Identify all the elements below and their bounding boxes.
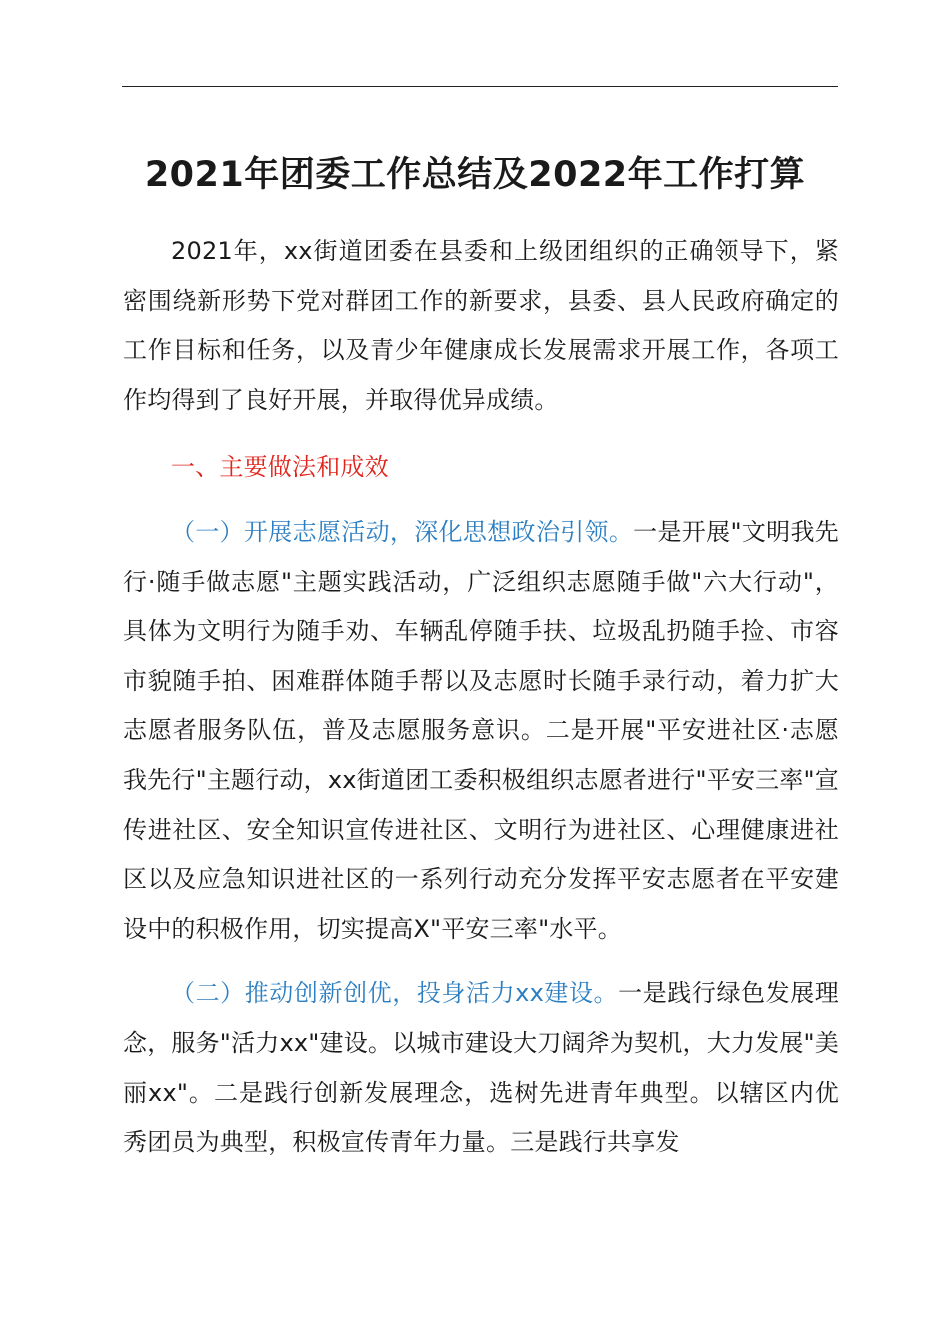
document-title: 2021年团委工作总结及2022年工作打算 xyxy=(144,155,806,195)
subsection-heading-1: （一）开展志愿活动，深化思想政治引领。 xyxy=(171,517,634,546)
subsection-body-1: 一是开展"文明我先行·随手做志愿"主题实践活动，广泛组织志愿随手做"六大行动"，具体为文明行为随手劝、车辆乱停随手扶、垃圾乱扔随手捡、市容市貌随手拍、困难群体随手帮以及志愿时长随手录行动，着力扩大志愿者服务队伍，普及志愿服务意识。二是开展"平安进社区·志愿我先行"主题行动，xx街道团工委积极组织志愿者进行"平安三率"宣传进社区、安全知识宣传进社区、文明行为进社区、心理健康进社区以及应急知识进社区的一系列行动充分发挥平安志愿者在平安建设中的积极作用，切实提高X"平安三率"水平。 xyxy=(123,517,839,943)
intro-paragraph: 2021年，xx街道团委在县委和上级团组织的正确领导下，紧密围绕新形势下党对群团工作的新要求，县委、县人民政府确定的工作目标和任务，以及青少年健康成长发展需求开展工作，各项工作均得到了良好开展，并取得优异成绩。 xyxy=(123,237,839,414)
subsection-paragraph-1 xyxy=(123,508,839,954)
header-rule xyxy=(122,86,838,87)
subsection-paragraph-2 xyxy=(123,969,839,1167)
subsection-heading-2: （二）推动创新创优，投身活力xx建设。 xyxy=(171,979,619,1008)
subsection-body-2: 一是践行绿色发展理念，服务"活力xx"建设。以城市建设大刀阔斧为契机，大力发展"美丽xx"。二是践行创新发展理念，选树先进青年典型。以辖区内优秀团员为典型，积极宣传青年力量。三是践行共享发 xyxy=(123,979,839,1157)
document-body xyxy=(123,227,839,1168)
section-heading: 一、主要做法和成效 xyxy=(171,453,389,482)
